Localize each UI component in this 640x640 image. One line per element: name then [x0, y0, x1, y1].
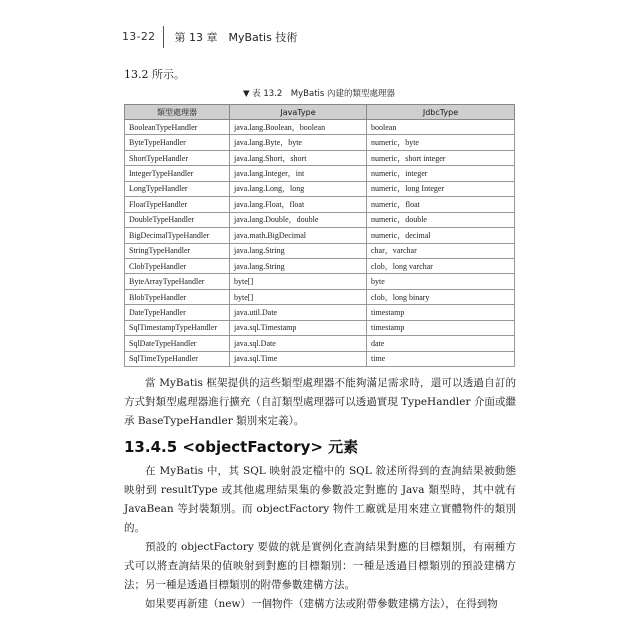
table-row [125, 243, 515, 258]
table-row [125, 289, 515, 304]
column-header: 類型處理器 [125, 105, 230, 120]
table-row [125, 320, 515, 335]
table-row [125, 212, 515, 227]
column-header: JdbcType [367, 105, 515, 120]
table-cell: java.math.BigDecimal [230, 228, 367, 243]
table-cell: numeric，decimal [367, 228, 515, 243]
page-number: 13-22 [122, 26, 164, 48]
section-title: 13.4.5 <objectFactory> 元素 [124, 438, 359, 456]
table-cell: char，varchar [367, 243, 515, 258]
table-cell: ByteTypeHandler [125, 135, 230, 150]
table-row [125, 258, 515, 273]
intro-text: 13.2 所示。 [124, 68, 185, 81]
table-cell: clob，long binary [367, 289, 515, 304]
table-cell: IntegerTypeHandler [125, 166, 230, 181]
table-cell: FloatTypeHandler [125, 197, 230, 212]
table-row [125, 336, 515, 351]
table-row [125, 135, 515, 150]
table-cell: boolean [367, 120, 515, 135]
table-cell: numeric，integer [367, 166, 515, 181]
table-cell: time [367, 351, 515, 366]
table-row [125, 166, 515, 181]
table-cell: java.lang.Boolean，boolean [230, 120, 367, 135]
table-cell: java.lang.String [230, 243, 367, 258]
table-cell: byte [367, 274, 515, 289]
table-cell: StringTypeHandler [125, 243, 230, 258]
table-cell: java.lang.String [230, 258, 367, 273]
section-body [124, 462, 516, 614]
paragraph-after-table [124, 374, 516, 431]
table-cell: numeric，double [367, 212, 515, 227]
table-cell: byte[] [230, 274, 367, 289]
table-row [125, 351, 515, 366]
paragraph: 如果要再新建（new）一個物件（建構方法或附帶參數建構方法），在得到物 [145, 598, 498, 610]
column-header: JavaType [230, 105, 367, 120]
table-cell: SqlTimestampTypeHandler [125, 320, 230, 335]
paragraph: 在 MyBatis 中，其 SQL 映射設定檔中的 SQL 敘述所得到的查詢結果被動態映射到 resultType 或其他處理結果集的參數設定對應的 Java 類型時，其中就有 JavaBean 等封裝類別。而 objectFactory 物件工廠就是用來建立實體物件的類別的。 [124, 465, 516, 534]
table-cell: ClobTypeHandler [125, 258, 230, 273]
table-cell: java.lang.Integer，int [230, 166, 367, 181]
table-cell: date [367, 336, 515, 351]
table-cell: java.sql.Time [230, 351, 367, 366]
table-cell: java.sql.Date [230, 336, 367, 351]
table-cell: clob，long varchar [367, 258, 515, 273]
table-row [125, 181, 515, 196]
page-header [122, 24, 542, 50]
table-row [125, 305, 515, 320]
table-cell: BigDecimalTypeHandler [125, 228, 230, 243]
table-cell: numeric，short integer [367, 150, 515, 165]
type-handler-table [124, 104, 515, 367]
table-caption: ▼ 表 13.2 MyBatis 內建的類型處理器 [242, 89, 396, 99]
table-row [125, 120, 515, 135]
table-cell: java.lang.Byte，byte [230, 135, 367, 150]
table-cell: LongTypeHandler [125, 181, 230, 196]
table-row [125, 274, 515, 289]
table-cell: java.sql.Timestamp [230, 320, 367, 335]
table-cell: byte[] [230, 289, 367, 304]
table-cell: java.lang.Long，long [230, 181, 367, 196]
paragraph: 當 MyBatis 框架提供的這些類型處理器不能夠滿足需求時，還可以透過自訂的方式對類型處理器進行擴充（自訂類型處理器可以透過實現 TypeHandler 介面或繼承 BaseTypeHandler 類別來定義）。 [124, 377, 516, 427]
table-cell: numeric，float [367, 197, 515, 212]
table-cell: timestamp [367, 320, 515, 335]
table-cell: numeric，byte [367, 135, 515, 150]
table-cell: ByteArrayTypeHandler [125, 274, 230, 289]
table-cell: SqlDateTypeHandler [125, 336, 230, 351]
table-cell: java.util.Date [230, 305, 367, 320]
table-cell: timestamp [367, 305, 515, 320]
table-cell: BlobTypeHandler [125, 289, 230, 304]
table-cell: DateTypeHandler [125, 305, 230, 320]
table-cell: ShortTypeHandler [125, 150, 230, 165]
chapter-label: 第 13 章 MyBatis 技術 [174, 31, 298, 44]
table-row [125, 150, 515, 165]
table-cell: java.lang.Float，float [230, 197, 367, 212]
table-cell: DoubleTypeHandler [125, 212, 230, 227]
paragraph: 預設的 objectFactory 要做的就是實例化查詢結果對應的目標類別，有兩種方式可以將查詢結果的值映射到對應的目標類別：一種是透過目標類別的預設建構方法；另一種是透過目標類別的附帶參數建構方法。 [124, 541, 516, 591]
table-cell: BooleanTypeHandler [125, 120, 230, 135]
table-header-row [125, 105, 515, 120]
table-row [125, 197, 515, 212]
table-cell: SqlTimeTypeHandler [125, 351, 230, 366]
table-cell: java.lang.Double，double [230, 212, 367, 227]
table-cell: java.lang.Short，short [230, 150, 367, 165]
table-row [125, 228, 515, 243]
table-cell: numeric，long Integer [367, 181, 515, 196]
